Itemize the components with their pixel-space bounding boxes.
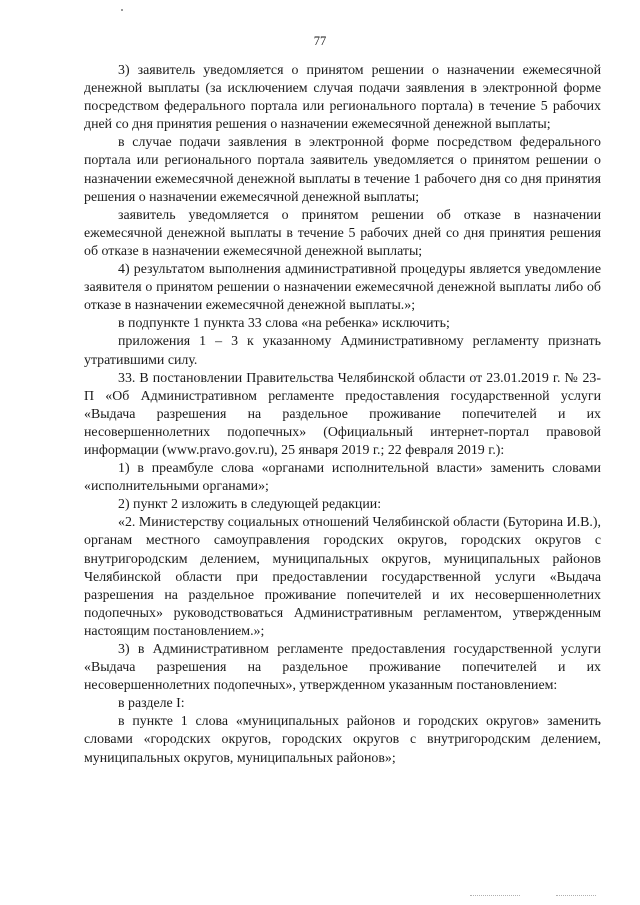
paragraph-procedure-result: 4) результатом выполнения административной процедуры является уведомление заявителя о принятом решении о назначении ежемесячной денежной выплаты либо об отказе в назначении ежемесячной денежной выплаты.»; [84, 262, 601, 314]
paragraph-refusal-notification: заявитель уведомляется о принятом решении об отказе в назначении ежемесячной денежной выплаты в течение 5 рабочих дней со дня принятия решения об отказе в назначении ежемесячной денежной выплаты; [84, 207, 601, 259]
document-body [84, 62, 601, 768]
paragraph-point-2-intro: 2) пункт 2 изложить в следующей редакции: [118, 497, 382, 513]
scan-speck [121, 9, 123, 11]
paragraph-electronic-application: в случае подачи заявления в электронной форме посредством федерального портала или регионального портала заявитель уведомляется о принятом решении о назначении ежемесячной денежной выплаты в течение 1 рабочего дня со дня принятия решения о назначении ежемесячной денежной выплаты; [84, 135, 601, 205]
paragraph-regulation-amendments: 3) в Административном регламенте предоставления государственной услуги «Выдача разрешения на раздельное проживание попечителей и их несовершеннолетних подопечных», утвержденном указанным постановлением: [84, 642, 601, 694]
paragraph-notification-decision: 3) заявитель уведомляется о принятом решении о назначении ежемесячной денежной выплаты (за исключением случая подачи заявления в электронной форме посредством федерального портала или регионального портала) в течение 5 рабочих дней со дня принятия решения о назначении ежемесячной денежной выплаты; [84, 63, 601, 133]
paragraph-appendices-void: приложения 1 – 3 к указанному Административному регламенту признать утратившими силу. [84, 334, 601, 368]
paragraph-point-2-text: «2. Министерству социальных отношений Челябинской области (Буторина И.В.), органам местного самоуправления городских округов, городских округов с внутригородским делением, муниципальных округов, муниципальных районов Челябинской области при предоставлении государственной услуги «Выдача разрешения на раздельное проживание попечителей и их несовершеннолетних подопечных» руководствоваться Административным регламентом, утвержденным настоящим постановлением.»; [84, 515, 601, 639]
paragraph-point-1-change: в пункте 1 слова «муниципальных районов и городских округов» заменить словами «городских округов, городских округов с внутригородским делением, муниципальных округов, муниципальных районов»; [84, 714, 601, 766]
paragraph-preamble-change: 1) в преамбуле слова «органами исполнительной власти» заменить словами «исполнительными органами»; [84, 461, 601, 495]
paragraph-clause-33: 33. В постановлении Правительства Челябинской области от 23.01.2019 г. № 23-П «Об Административном регламенте предоставления государственной услуги «Выдача разрешения на раздельное проживание попечителей и их несовершеннолетних подопечных» (Официальный интернет-портал правовой информации (www.pravo.gov.ru), 25 января 2019 г.; 22 февраля 2019 г.): [84, 370, 601, 458]
footer-mark [556, 895, 596, 897]
footer-mark [470, 895, 520, 897]
paragraph-section-1: в разделе I: [118, 696, 185, 712]
page-number: 77 [313, 34, 327, 48]
paragraph-subclause-exclusion: в подпункте 1 пункта 33 слова «на ребенка» исключить; [118, 316, 450, 332]
